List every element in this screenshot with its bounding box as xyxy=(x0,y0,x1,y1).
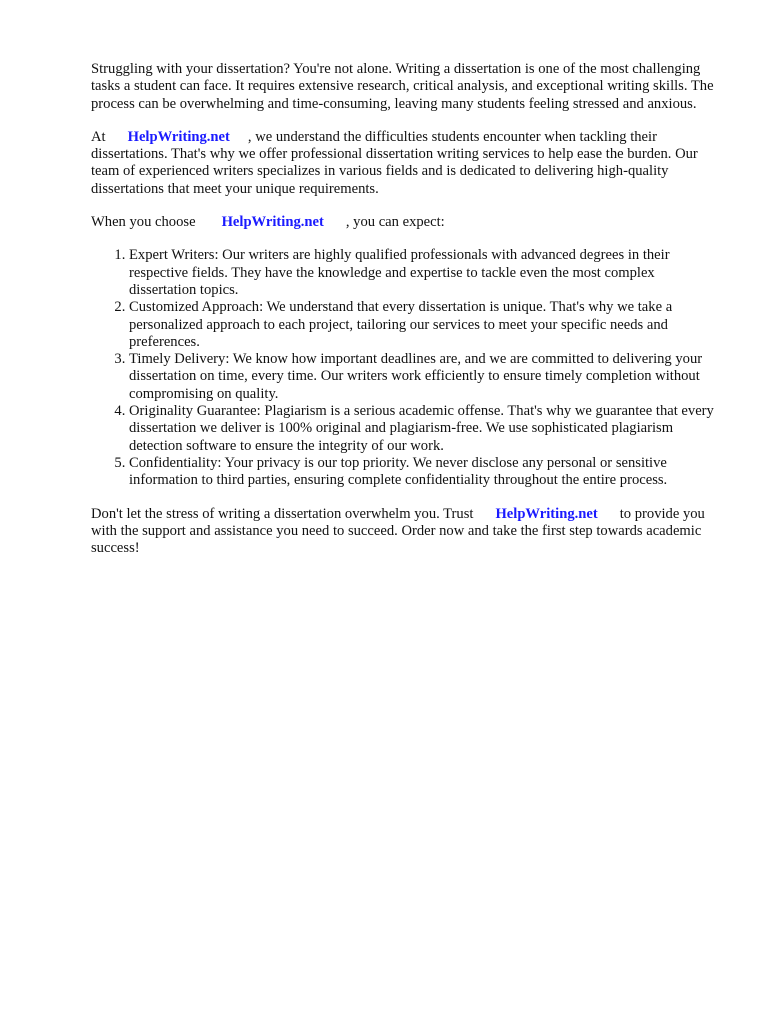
expect-paragraph xyxy=(91,214,721,231)
closing-tail-text: to provide you with the support and assistance you need to succeed. Order now and take the first step towards academic success! xyxy=(91,505,705,557)
intro-paragraph: Struggling with your dissertation? You're not alone. Writing a dissertation is one of the most challenging tasks a student can face. It requires extensive research, critical analysis, and exceptional writing skills. The process can be overwhelming and time-consuming, leaving many students feeling stressed and anxious. xyxy=(91,61,714,112)
list-item-customized-approach: 2. Customized Approach: We understand that every dissertation is unique. That's why we take a personalized approach to each project, tailoring our services to meet your specific needs and preferences. xyxy=(129,299,721,351)
document-page xyxy=(91,61,721,573)
brand-link-1[interactable]: HelpWriting.net xyxy=(127,128,230,145)
list-item-confidentiality: 5. Confidentiality: Your privacy is our top priority. We never disclose any personal or sensitive information to third parties, ensuring complete confidentiality throughout the entire process. xyxy=(129,455,721,490)
about-lead-text: At xyxy=(91,128,106,145)
brand-link-2[interactable]: HelpWriting.net xyxy=(221,214,324,231)
closing-paragraph xyxy=(91,506,721,558)
closing-lead-text: Don't let the stress of writing a dissertation overwhelm you. Trust xyxy=(91,505,474,522)
list-item-originality-guarantee: 4. Originality Guarantee: Plagiarism is a serious academic offense. That's why we guarantee that every dissertation we deliver is 100% original and plagiarism-free. We use sophisticated plagiarism detection software to ensure the integrity of our work. xyxy=(129,403,721,455)
expect-lead-text: When you choose xyxy=(91,214,196,231)
benefits-list xyxy=(91,247,721,489)
list-item-timely-delivery: 3. Timely Delivery: We know how important deadlines are, and we are committed to delivering your dissertation on time, every time. Our writers work efficiently to ensure timely completion without compromising on quality. xyxy=(129,351,721,403)
expect-tail-text: , you can expect: xyxy=(345,214,445,231)
brand-link-3[interactable]: HelpWriting.net xyxy=(495,505,598,522)
about-body-text: , we understand the difficulties students encounter when tackling their dissertations. That's why we offer professional dissertation writing services to help ease the burden. Our team of experienced writers specializes in various fields and is dedicated to delivering high-quality dissertations that meet your unique requirements. xyxy=(91,128,698,197)
about-paragraph xyxy=(91,129,721,198)
list-item-expert-writers: 1. Expert Writers: Our writers are highly qualified professionals with advanced degrees in their respective fields. They have the knowledge and expertise to tackle even the most complex dissertation topics. xyxy=(129,247,721,299)
